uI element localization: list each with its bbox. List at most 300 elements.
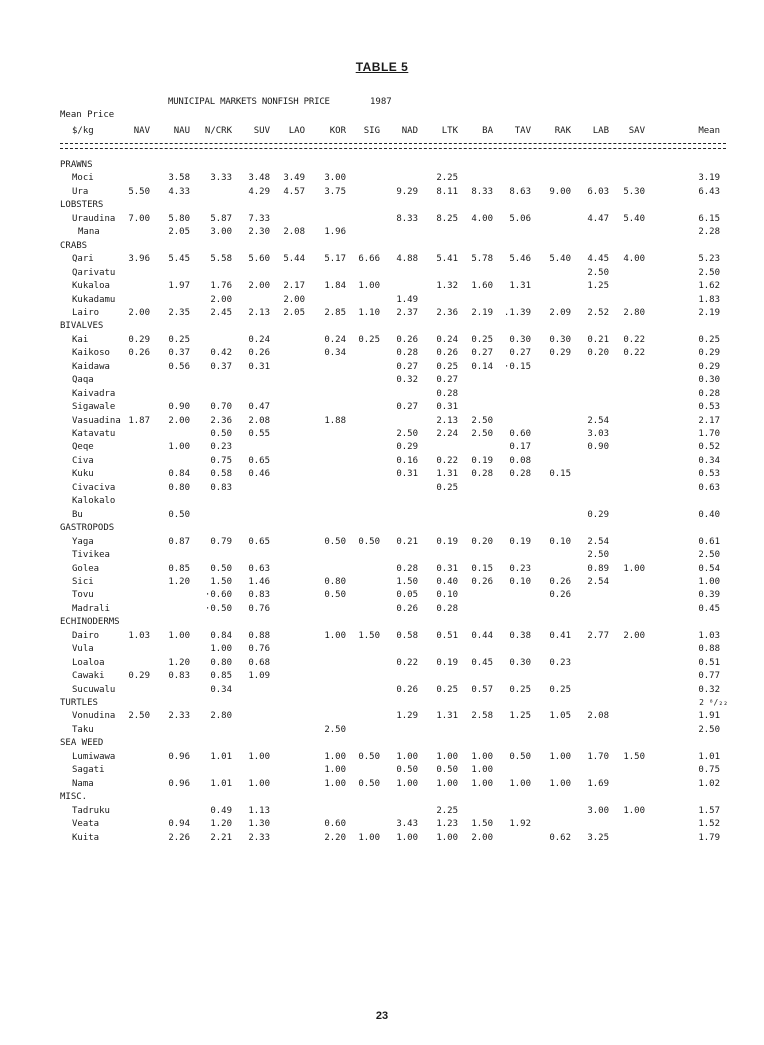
table-cell: 2.85 (324, 307, 346, 318)
item-label: Civa (72, 455, 94, 466)
table-cell: 0.22 (623, 334, 645, 345)
table-cell: 0.19 (509, 536, 531, 547)
header-rule (60, 143, 726, 149)
table-row (0, 348, 764, 361)
column-header: LAB (592, 126, 609, 136)
table-cell: 2.33 (168, 711, 190, 722)
table-cell: 0.90 (168, 402, 190, 413)
table-cell: 0.31 (396, 469, 418, 480)
table-cell: 6.66 (358, 254, 380, 265)
column-header: SUV (253, 126, 270, 136)
table-cell: 0.25 (436, 361, 458, 372)
table-cell: 0.19 (436, 536, 458, 547)
table-cell: 0.08 (509, 455, 531, 466)
column-header: N/CRK (204, 126, 232, 136)
table-cell: 0.29 (698, 348, 720, 359)
table-row (0, 200, 764, 213)
table-cell: 2.36 (436, 307, 458, 318)
category-label: LOBSTERS (60, 200, 104, 211)
table-row (0, 510, 764, 523)
table-cell: 0.24 (248, 334, 270, 345)
table-cell: 1.00 (436, 832, 458, 843)
table-cell: 0.26 (436, 348, 458, 359)
table-cell: 2.28 (698, 227, 720, 238)
table-cell: 2.19 (471, 307, 493, 318)
item-label: Uraudina (72, 213, 116, 224)
table-cell: 0.30 (509, 334, 531, 345)
table-cell: 5.30 (623, 186, 645, 197)
table-cell: 3.49 (283, 173, 305, 184)
table-cell: 4.33 (168, 186, 190, 197)
table-cell: 0.44 (471, 630, 493, 641)
table-cell: 2.13 (248, 307, 270, 318)
table-cell: 1.83 (698, 294, 720, 305)
item-label: Mana (78, 227, 100, 238)
item-label: Katavatu (72, 429, 116, 439)
table-row (0, 590, 764, 603)
table-cell: 1.97 (168, 281, 190, 292)
table-cell: 0.37 (168, 348, 190, 359)
item-label: Lumiwawa (72, 751, 116, 762)
item-label: Tivikea (72, 550, 110, 561)
table-cell: 0.10 (436, 590, 458, 601)
table-cell: 2.50 (128, 711, 150, 722)
item-label: Sucuwalu (72, 684, 116, 695)
item-label: Tadruku (72, 805, 110, 816)
table-cell: 0.27 (396, 361, 418, 372)
table-cell: 1.91 (698, 711, 720, 722)
table-cell: 1.31 (436, 469, 458, 480)
table-cell: 0.89 (587, 563, 609, 574)
table-cell: 6.43 (698, 186, 720, 197)
item-label: Veata (72, 819, 100, 830)
table-cell: 0.80 (210, 657, 232, 668)
column-header: NAU (173, 126, 190, 136)
table-cell: 2.50 (587, 267, 609, 278)
table-cell: 0.29 (587, 509, 609, 520)
table-cell: 8.33 (396, 213, 418, 224)
table-row (0, 564, 764, 577)
table-cell: 0.47 (248, 402, 270, 413)
table-cell: 0.50 (210, 563, 232, 574)
table-cell: 2.00 (128, 307, 150, 318)
table-cell: 1.69 (587, 778, 609, 789)
table-row (0, 429, 764, 442)
table-cell: 5.50 (128, 186, 150, 197)
table-cell: 0.26 (471, 576, 493, 587)
table-cell: 2.17 (283, 281, 305, 292)
table-cell: 7.00 (128, 213, 150, 224)
table-cell: 0.15 (549, 469, 571, 480)
table-cell: 1.00 (623, 563, 645, 574)
table-cell: 0.50 (358, 778, 380, 789)
column-header: TAV (514, 126, 531, 136)
item-label: Vasuadina (72, 415, 121, 426)
table-cell: 5.44 (283, 254, 305, 265)
table-cell: 4.57 (283, 186, 305, 197)
table-cell: 0.40 (436, 576, 458, 587)
table-cell: 2.54 (587, 415, 609, 426)
table-cell: 3.25 (587, 832, 609, 843)
item-label: Kuku (72, 469, 94, 480)
item-label: Moci (72, 173, 94, 184)
table-cell: 0.83 (210, 482, 232, 493)
item-label: Qaqa (72, 375, 94, 386)
category-label: TURTLES (60, 698, 98, 708)
table-cell: 1.49 (396, 294, 418, 305)
table-cell: 1.88 (324, 415, 346, 426)
table-cell: 1.32 (436, 281, 458, 292)
table-cell: 0.37 (210, 361, 232, 372)
table-cell: 0.20 (471, 536, 493, 547)
table-cell: 0.50 (509, 751, 531, 762)
table-cell: 1.60 (471, 281, 493, 292)
item-label: Bu (72, 509, 83, 520)
table-cell: 0.25 (436, 482, 458, 493)
table-cell: 1.00 (324, 765, 346, 776)
table-cell: 1.00 (509, 778, 531, 789)
table-cell: 0.29 (396, 442, 418, 453)
table-cell: 5.40 (549, 254, 571, 265)
table-cell: 1.20 (168, 657, 190, 668)
table-cell: 0.45 (471, 657, 493, 668)
category-label: ECHINODERMS (60, 617, 120, 628)
table-row (0, 335, 764, 348)
table-cell: 0.50 (358, 751, 380, 762)
table-row (0, 806, 764, 819)
table-cell: 0.19 (436, 657, 458, 668)
item-label: Loaloa (72, 657, 105, 668)
table-cell: 1.10 (358, 307, 380, 318)
table-cell: 1.20 (210, 819, 232, 830)
table-cell: 0.31 (248, 361, 270, 372)
item-label: Sici (72, 576, 94, 587)
table-cell: ·0.50 (204, 603, 232, 614)
item-label: Sagati (72, 765, 105, 776)
table-cell: 0.28 (396, 348, 418, 359)
table-row (0, 389, 764, 402)
item-label: Vonudina (72, 711, 116, 722)
table-cell: 2.50 (587, 550, 609, 561)
table-row (0, 362, 764, 375)
table-cell: 4.45 (587, 254, 609, 265)
table-cell: 0.63 (248, 563, 270, 574)
table-cell: 2.21 (210, 832, 232, 843)
table-row (0, 375, 764, 388)
table-cell: 0.21 (396, 536, 418, 547)
table-row (0, 214, 764, 227)
table-cell: 2.00 (471, 832, 493, 843)
table-cell: ·0.60 (204, 590, 232, 601)
table-row (0, 738, 764, 751)
table-cell: 1.79 (698, 832, 720, 843)
table-cell: 1.30 (248, 819, 270, 830)
table-cell: 1.96 (324, 227, 346, 238)
table-cell: 8.11 (436, 186, 458, 197)
table-cell: 2.50 (471, 429, 493, 439)
table-cell: 5.45 (168, 254, 190, 265)
table-cell: 0.28 (471, 469, 493, 480)
table-cell: 2.00 (248, 281, 270, 292)
table-cell: 2.30 (248, 227, 270, 238)
table-cell: 1.00 (549, 751, 571, 762)
table-cell: 1.00 (436, 778, 458, 789)
table-cell: 2.00 (283, 294, 305, 305)
table-cell: 0.32 (698, 684, 720, 695)
table-cell: 1.50 (210, 576, 232, 587)
table-cell: 1.31 (509, 281, 531, 292)
table-cell: 1.00 (248, 778, 270, 789)
column-header: KOR (329, 126, 346, 136)
table-cell: 0.05 (396, 590, 418, 601)
table-cell: 0.25 (549, 684, 571, 695)
table-cell: 2.77 (587, 630, 609, 641)
table-cell: 0.22 (623, 348, 645, 359)
table-cell: 0.42 (210, 348, 232, 359)
table-cell: 0.14 (471, 361, 493, 372)
table-cell: 1.00 (324, 778, 346, 789)
table-row (0, 550, 764, 563)
table-cell: 1.00 (358, 832, 380, 843)
table-cell: 2.36 (210, 415, 232, 426)
table-cell: 3.33 (210, 173, 232, 184)
table-cell: 0.10 (509, 576, 531, 587)
table-cell: 0.58 (210, 469, 232, 480)
table-cell: 1.87 (128, 415, 150, 426)
table-cell: 1.00 (248, 751, 270, 762)
table-row (0, 833, 764, 846)
table-row (0, 227, 764, 240)
table-row (0, 160, 764, 173)
table-cell: 0.34 (698, 455, 720, 466)
table-title: TABLE 5 (355, 60, 409, 74)
table-cell: 5.46 (509, 254, 531, 265)
table-cell: 5.58 (210, 254, 232, 265)
item-label: Madrali (72, 603, 110, 614)
table-cell: 0.63 (698, 482, 720, 493)
table-cell: 0.30 (509, 657, 531, 668)
table-cell: 1.00 (623, 805, 645, 816)
item-label: Kukadamu (72, 294, 116, 305)
category-label: BIVALVES (60, 321, 104, 332)
table-row (0, 241, 764, 254)
table-cell: 4.00 (471, 213, 493, 224)
table-row (0, 537, 764, 550)
table-row (0, 765, 764, 778)
table-cell: 2.37 (396, 307, 418, 318)
table-cell: 0.60 (324, 819, 346, 830)
table-cell: 3.43 (396, 819, 418, 830)
table-cell: 0.34 (210, 684, 232, 695)
table-cell: 2.33 (248, 832, 270, 843)
table-cell: 3.03 (587, 429, 609, 439)
table-cell: 0.29 (549, 348, 571, 359)
item-label: Kalokalo (72, 496, 116, 507)
table-row (0, 725, 764, 738)
table-row (0, 617, 764, 630)
table-cell: 0.62 (549, 832, 571, 843)
table-cell: 6.15 (698, 213, 720, 224)
table-cell: 0.55 (248, 429, 270, 439)
table-cell: 2.08 (248, 415, 270, 426)
table-cell: 5.87 (210, 213, 232, 224)
table-cell: 1.00 (549, 778, 571, 789)
item-label: Kai (72, 334, 89, 345)
table-cell: 0.65 (248, 455, 270, 466)
item-label: Vula (72, 644, 94, 655)
table-cell: 2.35 (168, 307, 190, 318)
table-cell: 5.17 (324, 254, 346, 265)
table-row (0, 658, 764, 671)
table-cell: 0.20 (587, 348, 609, 359)
table-cell: 0.25 (168, 334, 190, 345)
item-label: Nama (72, 778, 94, 789)
item-label: Taku (72, 724, 94, 735)
table-cell: 1.50 (396, 576, 418, 587)
table-cell: 0.76 (248, 603, 270, 614)
table-cell: 0.23 (210, 442, 232, 453)
table-row (0, 644, 764, 657)
table-row (0, 173, 764, 186)
table-row (0, 295, 764, 308)
table-cell: 0.96 (168, 751, 190, 762)
table-row (0, 281, 764, 294)
table-cell: 0.46 (248, 469, 270, 480)
table-cell: 1.00 (324, 751, 346, 762)
item-label: Dairo (72, 630, 100, 641)
table-cell: 1.31 (436, 711, 458, 722)
category-label: CRABS (60, 240, 88, 251)
item-label: Tovu (72, 590, 94, 601)
table-cell: 2.80 (210, 711, 232, 722)
table-cell: 0.77 (698, 671, 720, 682)
table-cell: 8.25 (436, 213, 458, 224)
table-cell: 0.53 (698, 402, 720, 413)
table-cell: 3.96 (128, 254, 150, 265)
table-cell: 2.45 (210, 307, 232, 318)
table-row (0, 604, 764, 617)
table-cell: 2.50 (698, 550, 720, 561)
table-cell: 3.00 (324, 173, 346, 184)
table-row (0, 819, 764, 832)
table-cell: 9.29 (396, 186, 418, 197)
column-header: NAD (401, 126, 418, 136)
table-row (0, 268, 764, 281)
table-cell: 1.76 (210, 281, 232, 292)
table-cell: 0.87 (168, 536, 190, 547)
table-cell: 4.47 (587, 213, 609, 224)
table-cell: 0.70 (210, 402, 232, 413)
table-cell: 2.52 (587, 307, 609, 318)
table-row (0, 321, 764, 334)
table-cell: 0.26 (248, 348, 270, 359)
table-cell: 2.00 (210, 294, 232, 305)
table-cell: 0.25 (436, 684, 458, 695)
table-cell: 0.32 (396, 375, 418, 386)
table-cell: 0.25 (471, 334, 493, 345)
table-cell: 0.83 (248, 590, 270, 601)
category-label: SEA WEED (60, 738, 104, 749)
table-cell: 1.00 (471, 751, 493, 762)
table-cell: 0.54 (698, 563, 720, 574)
table-cell: 1.03 (128, 630, 150, 641)
table-cell: 0.30 (698, 375, 720, 386)
item-label: Sigawale (72, 402, 116, 413)
table-cell: 2.00 (623, 630, 645, 641)
table-cell: 0.61 (698, 536, 720, 547)
table-cell: 0.26 (396, 684, 418, 695)
table-cell: 9.00 (549, 186, 571, 197)
table-cell: 5.06 (509, 213, 531, 224)
table-row (0, 523, 764, 536)
table-cell: 1.00 (168, 442, 190, 453)
table-cell: 0.26 (396, 603, 418, 614)
table-cell: 0.28 (698, 388, 720, 399)
mean-price-label: Mean Price (60, 110, 115, 120)
table-cell: 4.29 (248, 186, 270, 197)
table-row (0, 752, 764, 765)
table-cell: 0.29 (128, 671, 150, 682)
table-cell: 2.50 (698, 724, 720, 735)
table-cell: 1.46 (248, 576, 270, 587)
item-label: Civaciva (72, 482, 116, 493)
table-cell: 0.10 (549, 536, 571, 547)
table-cell: 0.41 (549, 630, 571, 641)
table-cell: 2.08 (283, 227, 305, 238)
table-cell: 0.29 (128, 334, 150, 345)
table-cell: 1.00 (396, 832, 418, 843)
table-cell: 0.88 (698, 644, 720, 655)
table-cell: 1.84 (324, 281, 346, 292)
item-label: Golea (72, 563, 100, 574)
table-cell: 0.26 (549, 590, 571, 601)
table-cell: 2.26 (168, 832, 190, 843)
table-cell: 1.00 (324, 630, 346, 641)
table-cell: 2.25 (436, 805, 458, 816)
table-row (0, 254, 764, 267)
unit-label: $/kg (72, 126, 94, 136)
table-cell: 0.85 (168, 563, 190, 574)
table-cell: 1.00 (358, 281, 380, 292)
table-cell: 1.25 (587, 281, 609, 292)
table-cell: 0.28 (396, 563, 418, 574)
table-cell: 1.25 (509, 711, 531, 722)
table-cell: 0.24 (324, 334, 346, 345)
item-label: Kaikoso (72, 348, 110, 359)
category-label: PRAWNS (60, 160, 93, 170)
handwritten-mark: 2 ⁸/₂₂ (699, 698, 728, 707)
table-cell: 0.23 (549, 657, 571, 668)
table-cell: 1.13 (248, 805, 270, 816)
table-cell: 1.00 (396, 778, 418, 789)
table-cell: 0.26 (396, 334, 418, 345)
table-cell: 0.50 (436, 765, 458, 776)
table-cell: 1.23 (436, 819, 458, 830)
table-cell: 0.39 (698, 590, 720, 601)
table-cell: 1.50 (623, 751, 645, 762)
table-cell: 0.23 (509, 563, 531, 574)
page-number: 23 (375, 1010, 389, 1022)
table-cell: 0.58 (396, 630, 418, 641)
table-cell: 0.90 (587, 442, 609, 453)
table-cell: 1.01 (210, 778, 232, 789)
item-label: Qari (72, 254, 94, 265)
table-cell: 1.00 (471, 765, 493, 776)
table-cell: 0.27 (436, 375, 458, 386)
table-cell: 0.15 (471, 563, 493, 574)
table-row (0, 631, 764, 644)
table-cell: 0.34 (324, 348, 346, 359)
